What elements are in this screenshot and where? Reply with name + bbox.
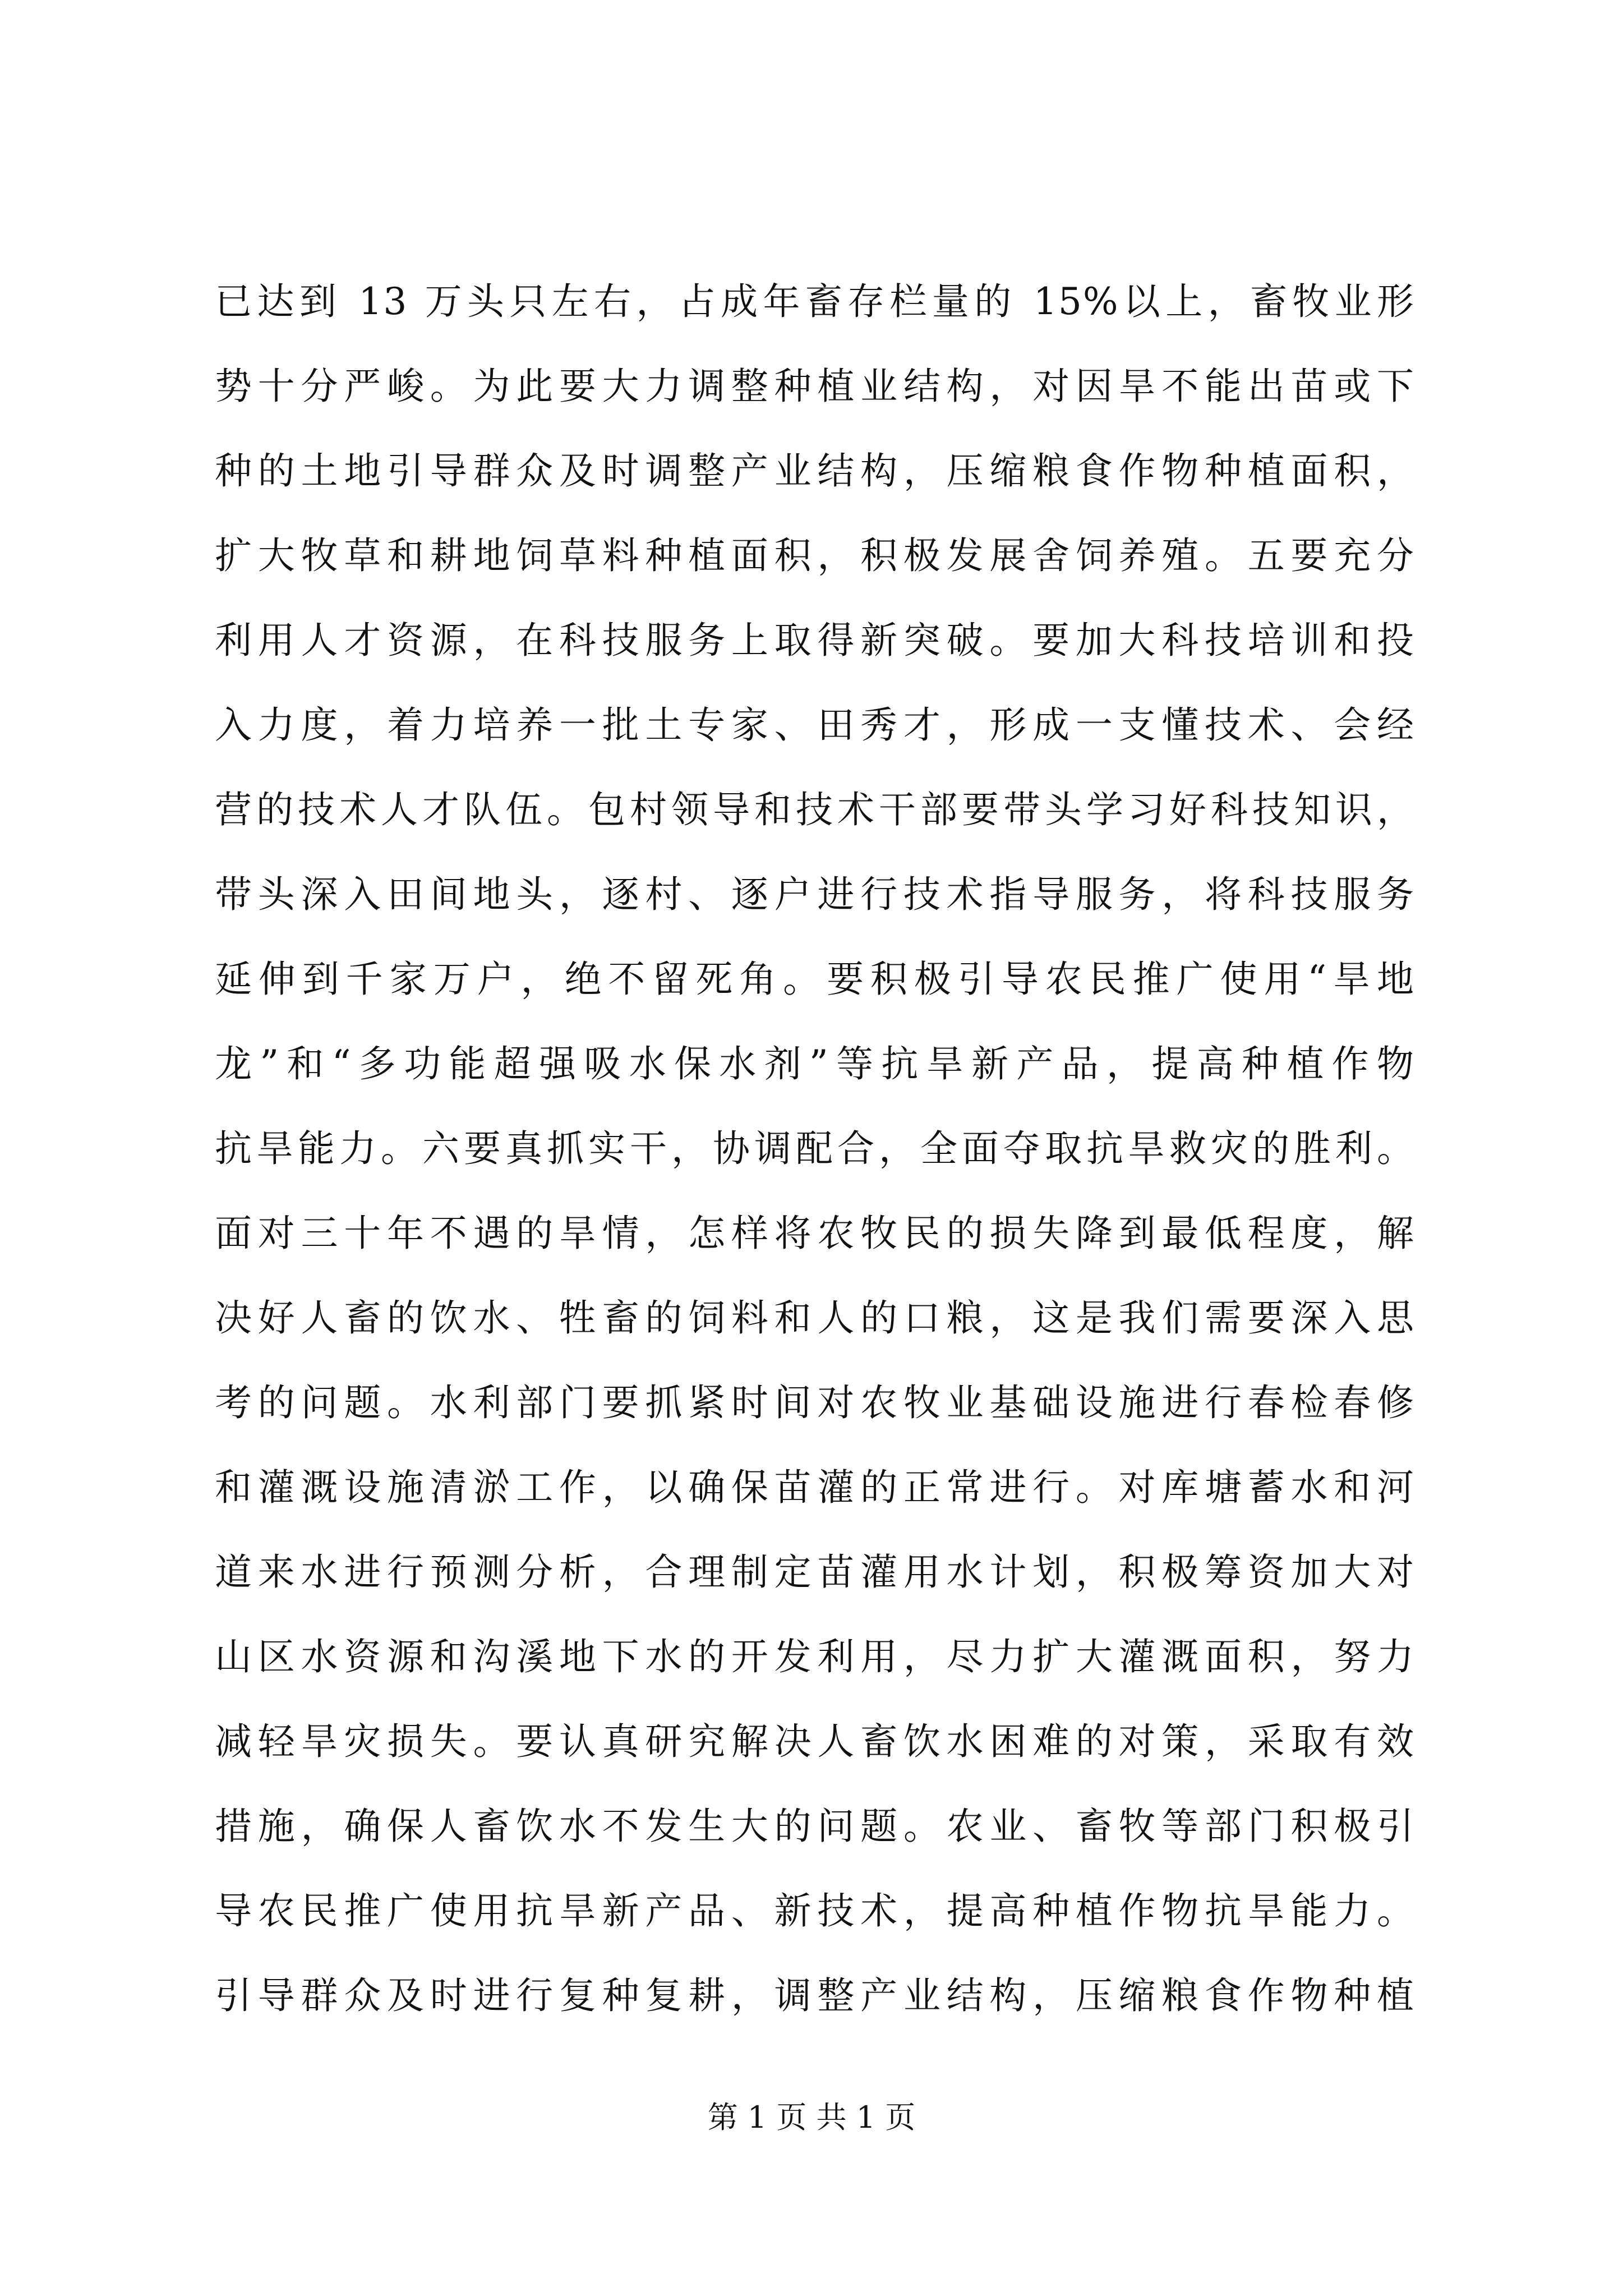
body-text — [215, 259, 1415, 2038]
text-line: 抗旱能力。六要真抓实干，协调配合，全面夺取抗旱救灾的胜利。 — [215, 1127, 1415, 1170]
text-line: 势十分严峻。为此要大力调整种植业结构，对因旱不能出苗或下 — [215, 365, 1415, 408]
text-line: 已达到 13 万头只左右，占成年畜存栏量的 15%以上，畜牧业形 — [215, 280, 1415, 323]
text-line: 道来水进行预测分析，合理制定苗灌用水计划，积极筹资加大对 — [215, 1550, 1415, 1594]
text-line: 龙”和“多功能超强吸水保水剂”等抗旱新产品，提高种植作物 — [215, 1042, 1415, 1085]
text-line: 入力度，着力培养一批土专家、田秀才，形成一支懂技术、会经 — [215, 703, 1415, 747]
text-line: 带头深入田间地头，逐村、逐户进行技术指导服务，将科技服务 — [215, 873, 1415, 916]
text-line: 利用人才资源，在科技服务上取得新突破。要加大科技培训和投 — [215, 619, 1415, 662]
text-line: 营的技术人才队伍。包村领导和技术干部要带头学习好科技知识， — [215, 788, 1415, 831]
text-line: 决好人畜的饮水、牲畜的饲料和人的口粮，这是我们需要深入思 — [215, 1296, 1415, 1340]
text-line: 种的土地引导群众及时调整产业结构，压缩粮食作物种植面积， — [215, 449, 1415, 493]
text-line: 措施，确保人畜饮水不发生大的问题。农业、畜牧等部门积极引 — [215, 1805, 1415, 1848]
text-line: 山区水资源和沟溪地下水的开发利用，尽力扩大灌溉面积，努力 — [215, 1635, 1415, 1678]
text-line: 扩大牧草和耕地饲草料种植面积，积极发展舍饲养殖。五要充分 — [215, 534, 1415, 577]
text-line: 减轻旱灾损失。要认真研究解决人畜饮水困难的对策，采取有效 — [215, 1720, 1415, 1763]
text-line: 考的问题。水利部门要抓紧时间对农牧业基础设施进行春检春修 — [215, 1381, 1415, 1424]
text-line: 和灌溉设施清淤工作，以确保苗灌的正常进行。对库塘蓄水和河 — [215, 1466, 1415, 1509]
text-line: 导农民推广使用抗旱新产品、新技术，提高种植作物抗旱能力。 — [215, 1889, 1415, 1932]
text-line: 面对三十年不遇的旱情，怎样将农牧民的损失降到最低程度，解 — [215, 1212, 1415, 1255]
text-line: 引导群众及时进行复种复耕，调整产业结构，压缩粮食作物种植 — [215, 1974, 1415, 2017]
page-number-footer: 第 1 页 共 1 页 — [707, 2100, 916, 2135]
text-line: 延伸到千家万户，绝不留死角。要积极引导农民推广使用“旱地 — [215, 958, 1415, 1001]
